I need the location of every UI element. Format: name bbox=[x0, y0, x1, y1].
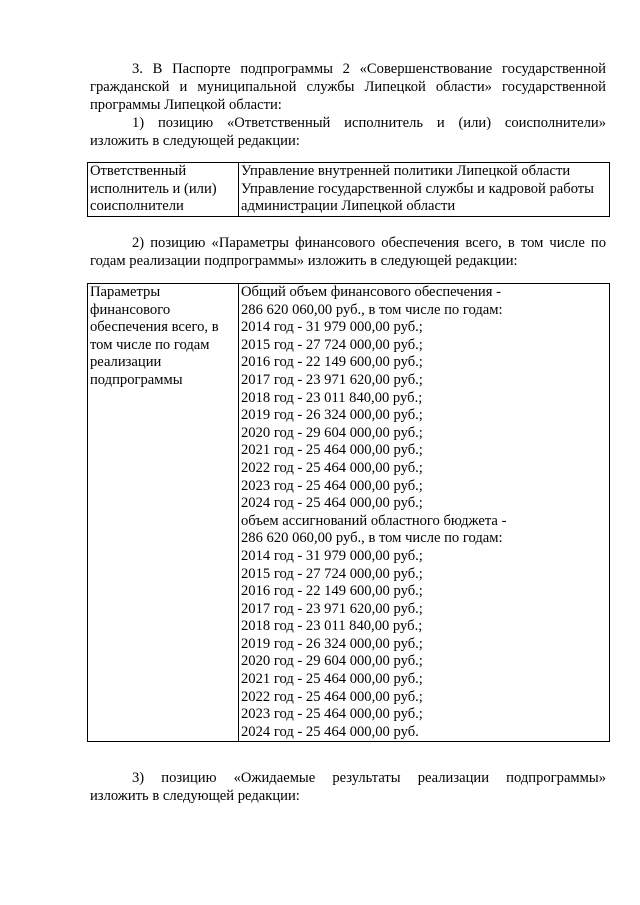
item1-line1: 1) позицию «Ответственный исполнитель и (или) соисполнители» bbox=[132, 115, 606, 131]
item3-line2: изложить в следующей редакции: bbox=[90, 788, 300, 804]
table2-right-10: 2022 год - 25 464 000,00 руб.; bbox=[241, 459, 423, 476]
table2-right-7: 2019 год - 26 324 000,00 руб.; bbox=[241, 407, 423, 424]
section3-intro-line2: гражданской и муниципальной службы Липецкой области» государственной bbox=[90, 79, 606, 95]
table2-left-4: реализации bbox=[90, 354, 162, 371]
table2-right-2: 2014 год - 31 979 000,00 руб.; bbox=[241, 319, 423, 336]
financing-parameters-table bbox=[87, 283, 610, 742]
table2-right-11: 2023 год - 25 464 000,00 руб.; bbox=[241, 477, 423, 494]
table1-right-0: Управление внутренней политики Липецкой области bbox=[241, 163, 571, 179]
table2-right-24: 2023 год - 25 464 000,00 руб.; bbox=[241, 706, 423, 723]
table-row bbox=[88, 284, 610, 742]
table2-right-14: 286 620 060,00 руб., в том числе по годам: bbox=[241, 530, 503, 547]
table2-right-19: 2018 год - 23 011 840,00 руб.; bbox=[241, 618, 423, 635]
table2-right-25: 2024 год - 25 464 000,00 руб. bbox=[241, 723, 419, 740]
table2-right-0: Общий объем финансового обеспечения - bbox=[241, 284, 501, 300]
table-row bbox=[88, 163, 610, 217]
item1-line2: изложить в следующей редакции: bbox=[90, 133, 300, 149]
table-cell-value bbox=[239, 163, 610, 217]
table2-right-22: 2021 год - 25 464 000,00 руб.; bbox=[241, 671, 423, 688]
table-cell-value bbox=[239, 284, 610, 742]
table2-right-6: 2018 год - 23 011 840,00 руб.; bbox=[241, 389, 423, 406]
table-cell-label bbox=[88, 284, 239, 742]
item2-line2: годам реализации подпрограммы» изложить в следующей редакции: bbox=[90, 253, 518, 269]
section3-intro-line1: 3. В Паспорте подпрограммы 2 «Совершенствование государственной bbox=[132, 61, 606, 77]
table2-left-5: подпрограммы bbox=[90, 371, 183, 388]
table1-left-0: Ответственный bbox=[90, 163, 187, 179]
table1-right-2: администрации Липецкой области bbox=[241, 198, 456, 215]
table2-right-17: 2016 год - 22 149 600,00 руб.; bbox=[241, 583, 423, 600]
table2-right-8: 2020 год - 29 604 000,00 руб.; bbox=[241, 424, 423, 441]
table2-right-23: 2022 год - 25 464 000,00 руб.; bbox=[241, 688, 423, 705]
table2-right-1: 286 620 060,00 руб., в том числе по годам: bbox=[241, 301, 503, 318]
section3-intro-line3: программы Липецкой области: bbox=[90, 97, 282, 113]
table2-right-21: 2020 год - 29 604 000,00 руб.; bbox=[241, 653, 423, 670]
table1-right-1: Управление государственной службы и кадровой работы bbox=[241, 180, 594, 197]
table2-left-3: том числе по годам bbox=[90, 336, 210, 353]
responsible-executor-table bbox=[87, 162, 610, 217]
table1-left-2: соисполнители bbox=[90, 198, 184, 215]
table-cell-label bbox=[88, 163, 239, 217]
table2-right-5: 2017 год - 23 971 620,00 руб.; bbox=[241, 371, 423, 388]
table1-left-1: исполнитель и (или) bbox=[90, 180, 217, 197]
item2-line1: 2) позицию «Параметры финансового обеспечения всего, в том числе по bbox=[132, 235, 606, 251]
table2-left-2: обеспечения всего, в bbox=[90, 319, 219, 336]
item3-line1: 3) позицию «Ожидаемые результаты реализации подпрограммы» bbox=[132, 770, 606, 786]
table2-right-9: 2021 год - 25 464 000,00 руб.; bbox=[241, 442, 423, 459]
table2-right-15: 2014 год - 31 979 000,00 руб.; bbox=[241, 547, 423, 564]
table2-right-3: 2015 год - 27 724 000,00 руб.; bbox=[241, 336, 423, 353]
table2-right-16: 2015 год - 27 724 000,00 руб.; bbox=[241, 565, 423, 582]
table2-right-12: 2024 год - 25 464 000,00 руб.; bbox=[241, 495, 423, 512]
table2-left-1: финансового bbox=[90, 301, 171, 318]
table2-right-20: 2019 год - 26 324 000,00 руб.; bbox=[241, 635, 423, 652]
table2-right-18: 2017 год - 23 971 620,00 руб.; bbox=[241, 600, 423, 617]
table2-left-0: Параметры bbox=[90, 284, 161, 300]
table2-right-4: 2016 год - 22 149 600,00 руб.; bbox=[241, 354, 423, 371]
table2-right-13: объем ассигнований областного бюджета - bbox=[241, 512, 507, 529]
